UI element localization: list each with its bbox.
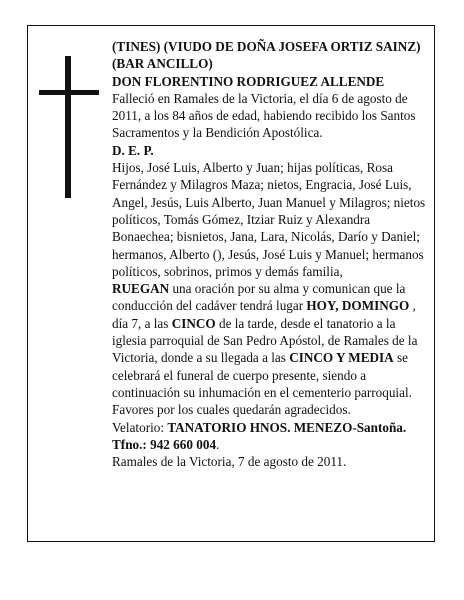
ruegan-label: RUEGAN: [112, 281, 170, 297]
velatorio-location: TANATORIO HNOS. MENEZO-Santoña. Tfno.: 942 660 004: [112, 419, 407, 452]
mass-time: CINCO Y MEDIA: [289, 350, 394, 366]
obituary-content: [112, 38, 428, 470]
velatorio-info: Velatorio: TANATORIO HNOS. MENEZO-Santoña. Tfno.: 942 660 004.: [112, 419, 407, 452]
funeral-details: RUEGAN una oración por su alma y comunican que la conducción del cadáver tendrá lugar HOY, DOMINGO , día 7, a las CINCO de la tarde, desde el tanatorio a la iglesia parroquial de San Pedro Apóstol, de Ramales de la Victoria, donde a su llegada a las CINCO Y MEDIA se celebrará el funeral de cuerpo presente, siendo a continuación su inhumación en el cementerio parroquial. Favores por los cuales quedarán agradecidos.: [112, 281, 418, 418]
dep-label: D. E. P.: [112, 142, 154, 158]
funeral-time: CINCO: [171, 315, 216, 331]
death-info: Falleció en Ramales de la Victoria, el día 6 de agosto de 2011, a los 84 años de edad, habiendo recibido los Santos Sacramentos y la Bendición Apostólica.: [112, 90, 416, 141]
closing-line: Ramales de la Victoria, 7 de agosto de 2011.: [112, 454, 347, 470]
funeral-day: HOY, DOMINGO: [306, 298, 410, 314]
cross-icon: [39, 56, 99, 198]
deceased-name: DON FLORENTINO RODRIGUEZ ALLENDE: [112, 73, 385, 89]
family-list: Hijos, José Luis, Alberto y Juan; hijas políticas, Rosa Fernández y Milagros Maza; nietos, Engracia, José Luis, Angel, Jesús, Luis Alberto, Juan Manuel y Milagros; nietos políticos, Tomás Gómez, Itziar Ruiz y Alexandra Bonaechea; bisnietos, Jana, Lara, Nicolás, Darío y Daniel; hermanos, Alberto (), Jesús, José Luis y Manuel; hermanos políticos, sobrinos, primos y demás familia,: [112, 160, 426, 279]
cross-horizontal-bar: [39, 90, 99, 95]
cross-vertical-bar: [65, 56, 71, 198]
obituary-header: (TINES) (VIUDO DE DOÑA JOSEFA ORTIZ SAINZ) (BAR ANCILLO): [112, 39, 421, 72]
